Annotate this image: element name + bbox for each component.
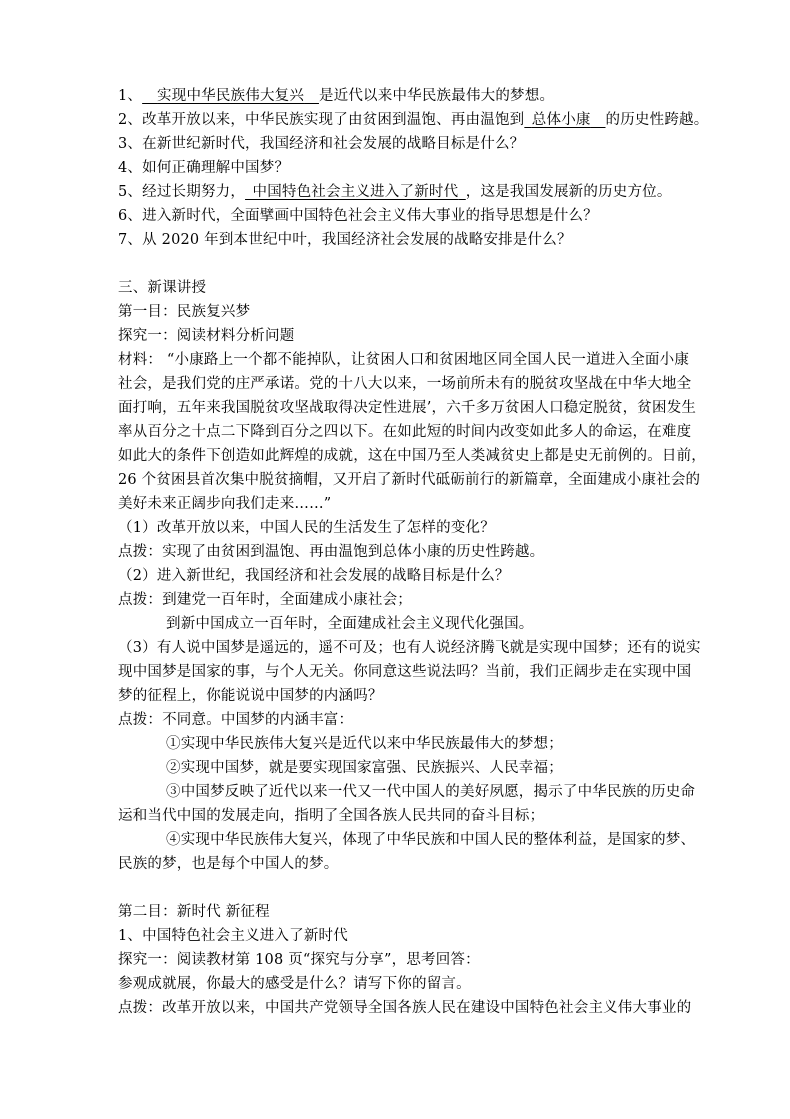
question-3: （3）有人说中国梦是遥远的，遥不可及；也有人说经济腾飞就是实现中国梦；还有的说实 [118, 640, 701, 656]
point-4: ④实现中华民族伟大复兴，体现了中华民族和中国人民的整体利益，是国家的梦、 [166, 832, 696, 848]
material-line: 面打响，五年来我国脱贫攻坚战取得决定性进展’，六千多万贫困人口稳定脱贫，贫困发生 [118, 400, 697, 416]
review-item-7 [118, 230, 572, 250]
review-item-3 [118, 134, 524, 154]
item-text: 改革开放以来，中华民族实现了由贫困到温饱、再由温饱到 [142, 112, 525, 128]
item-number: 5、 [118, 184, 143, 200]
fill-blank-answer: 实现中华民族伟大复兴 [157, 88, 305, 104]
item-number: 4、 [118, 160, 143, 176]
item-text: 是近代以来中华民族最伟大的梦想。 [318, 88, 555, 104]
answer-4: 点拨：改革开放以来，中国共产党领导全国各族人民在建设中国特色社会主义伟大事业的 [118, 1000, 692, 1016]
review-item-1 [118, 86, 554, 106]
point-3-continued: 运和当代中国的发展走向，指明了全国各族人民共同的奋斗目标； [118, 808, 545, 824]
point-1: ①实现中华民族伟大复兴是近代以来中华民族最伟大的梦想； [166, 736, 563, 752]
point-4-continued: 民族的梦，也是每个中国人的梦。 [118, 856, 339, 872]
question-3: 梦的征程上，你能说说中国梦的内涵吗？ [118, 688, 383, 704]
item-text: 经过长期努力， [142, 184, 246, 200]
review-item-5 [118, 182, 672, 202]
point-2: ②实现中国梦，就是要实现国家富强、民族振兴、人民幸福； [166, 760, 563, 776]
material-line: 社会，是我们党的庄严承诺。党的十八大以来，一场前所未有的脱贫攻坚战在中华大地全 [118, 376, 692, 392]
answer-2-continued: 到新中国成立一百年时，全面建成社会主义现代化强国。 [166, 616, 534, 632]
item-number: 2、 [118, 112, 143, 128]
review-item-6 [118, 206, 598, 226]
topic-heading-2: 第二目：新时代 新征程 [118, 904, 270, 920]
topic-heading-1: 第一目：民族复兴梦 [118, 304, 251, 320]
item-number: 6、 [118, 208, 143, 224]
item-text: 的历史性跨越。 [605, 112, 709, 128]
material-line: 如此大的条件下创造如此辉煌的成就，这在中国乃至人类减贫史上都是史无前例的。日前， [118, 448, 706, 464]
question-3: 现中国梦是国家的事，与个人无关。你同意这些说法吗？当前，我们正阔步走在实现中国 [118, 664, 692, 680]
explore-heading-1: 探究一：阅读材料分析问题 [118, 328, 295, 344]
material-line: 率从百分之十点二下降到百分之四以下。在如此短的时间内改变如此多人的命运，在难度 [118, 424, 692, 440]
answer-2: 点拨：到建党一百年时，全面建成小康社会； [118, 592, 412, 608]
material-line: 26 个贫困县首次集中脱贫摘帽，又开启了新时代砥砺前行的新篇章，全面建成小康社会的 [118, 472, 701, 488]
item-number: 7、 [118, 232, 143, 248]
review-item-2 [118, 110, 708, 130]
item-number: 1、 [118, 88, 143, 104]
item-text: ，这是我国发展新的历史方位。 [465, 184, 672, 200]
answer-1: 点拨：实现了由贫困到温饱、再由温饱到总体小康的历史性跨越。 [118, 544, 545, 560]
question-1: （1）改革开放以来，中国人民的生活发生了怎样的变化？ [118, 520, 495, 536]
item-text: 如何正确理解中国梦？ [142, 160, 290, 176]
question-4: 参观成就展，你最大的感受是什么？请写下你的留言。 [118, 976, 471, 992]
question-2: （2）进入新世纪，我国经济和社会发展的战略目标是什么？ [118, 568, 510, 584]
review-item-4 [118, 158, 289, 178]
answer-3: 点拨：不同意。中国梦的内涵丰富： [118, 712, 354, 728]
subheading-1: 1、中国特色社会主义进入了新时代 [118, 928, 348, 944]
item-text: 在新世纪新时代，我国经济和社会发展的战略目标是什么？ [142, 136, 525, 152]
section-heading: 三、新课讲授 [118, 280, 207, 296]
fill-blank-answer: 总体小康 [531, 112, 591, 128]
fill-blank-answer: 中国特色社会主义进入了新时代 [252, 184, 459, 200]
explore-heading-2: 探究一：阅读教材第 108 页“探究与分享”，思考回答： [118, 952, 480, 968]
point-3: ③中国梦反映了近代以来一代又一代中国人的美好夙愿，揭示了中华民族的历史命 [166, 784, 696, 800]
material-line: 材料： “小康路上一个都不能掉队，让贫困人口和贫困地区同全国人民一道进入全面小康 [118, 352, 690, 368]
material-line: 美好未来正阔步向我们走来……” [118, 496, 332, 512]
item-text: 进入新时代，全面擘画中国特色社会主义伟大事业的指导思想是什么？ [142, 208, 598, 224]
item-text: 从 2020 年到本世纪中叶，我国经济社会发展的战略安排是什么？ [142, 232, 572, 248]
item-number: 3、 [118, 136, 143, 152]
